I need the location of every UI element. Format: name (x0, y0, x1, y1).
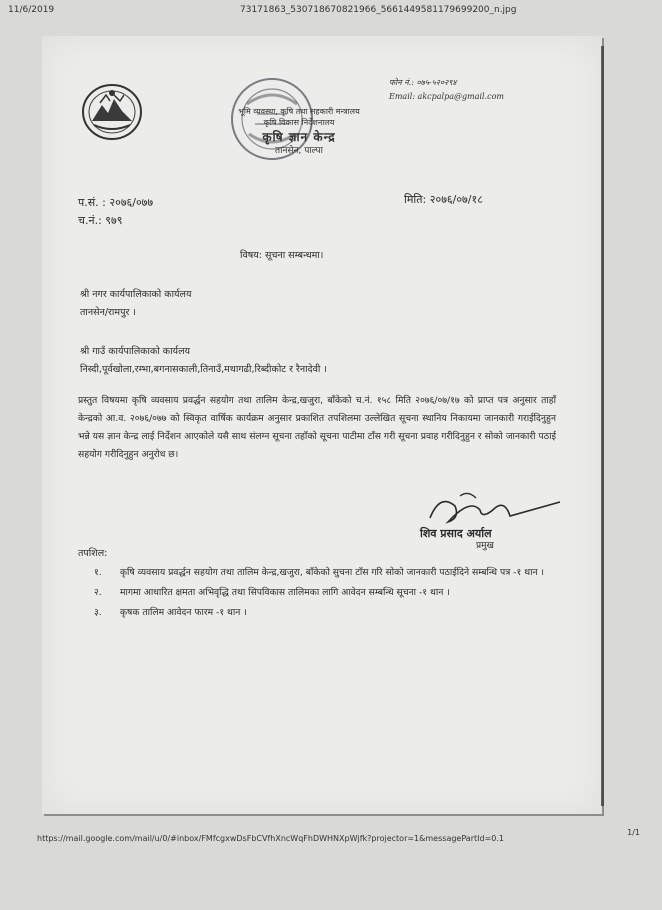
print-page-number: 1/1 (627, 828, 640, 837)
email-address: Email: akcpalpa@gmail.com (389, 92, 505, 101)
nepal-emblem-logo (80, 81, 144, 143)
contact-info (389, 76, 504, 104)
subject-line: विषय: सूचना सम्बन्धमा। (240, 250, 324, 261)
list-item-text: कृषक तालिम आवेदन फारम -१ थान । (120, 607, 247, 618)
directorate-name: कृषि विकास निर्देशनालय (263, 118, 335, 127)
signer-block (420, 528, 494, 552)
dispatch-number: च.नं.: ९७९ (78, 214, 123, 227)
list-item-number: १. (94, 567, 102, 578)
signer-title: प्रमुख (476, 541, 494, 551)
print-file-title: 73171863_530718670821966_5661449581179699200_n.jpg (240, 5, 517, 15)
page-edge (601, 46, 604, 806)
letter-date: मिति: २०७६/०७/१८ (404, 193, 483, 206)
office-location: तानसेन, पाल्पा (274, 146, 323, 156)
recipient-1-place: तानसेन/रामपुर । (80, 307, 136, 318)
list-item (94, 604, 564, 622)
list-item (94, 564, 564, 582)
letter-sheet (42, 36, 602, 814)
handwritten-signature (420, 488, 570, 532)
recipient-municipality (80, 286, 192, 322)
office-name: कृषि ज्ञान केन्द्र (262, 130, 336, 144)
list-item-text: मागमा आधारित क्षमता अभिवृद्धि तथा सिपविकास तालिमका लागि आवेदन सम्बन्धि सूचना -१ थान । (120, 587, 450, 598)
print-date: 11/6/2019 (8, 5, 55, 15)
letter-body: प्रस्तुत विषयमा कृषि व्यवसाय प्रवर्द्धन सहयोग तथा तालिम केन्द्र,खजुरा, बाँकेको च.नं. १५८ मिति २०७६/०७/१७ को प्राप्त पत्र अनुसार ताहाँ केन्द्रको आ.व. २०७६/०७७ को स्विकृत वार्षिक कार्यक्रम अनुसार प्रकाशित तपशिलमा उल्लेखित सूचना स्थानिय निकायमा जानकारी गराईदिनुहुन भन्ने यस ज्ञान केन्द्र लाई निर्देशन आएकोले यसै साथ संलग्न सूचना तहाँको सूचना पाटीमा टाँस गरी सूचना प्रवाह गरीदिनुहुन र सोको जानकारी पठाई सहयोग गरीदिनुहुन अनुरोध छ। (78, 395, 556, 460)
list-item-number: २. (94, 587, 102, 598)
recipient-2-office: श्री गाउँ कार्यपालिकाको कार्यलय (80, 346, 191, 357)
signer-name: शिव प्रसाद अर्याल (420, 527, 492, 540)
office-header (194, 106, 404, 157)
details-list (94, 564, 564, 624)
reference-number: प.सं. : २०७६/०७७ (78, 196, 154, 209)
reference-block (78, 194, 153, 230)
recipient-2-places: निस्दी,पूर्वखोला,रम्भा,बगनासकाली,तिनाउँ,मथागढी,रिब्दीकोट र रैनादेवी । (80, 364, 328, 375)
ministry-name: भूमि व्यवस्था, कृषि तथा सहकारी मन्त्रालय (238, 107, 360, 116)
recipient-rural-municipality (80, 343, 327, 379)
recipient-1-office: श्री नगर कार्यपालिकाको कार्यलय (80, 289, 192, 300)
phone-number: फोन नं.: ०७५-५२०२९४ (389, 78, 457, 87)
list-item-number: ३. (94, 607, 102, 618)
print-url: https://mail.google.com/mail/u/0/#inbox/FMfcgxwDsFbCVfhXncWqFhDWHNXpWjfk?projector=1&messagePartId=0.1 (37, 834, 504, 843)
details-heading: तपशिल: (78, 548, 108, 559)
list-item-text: कृषि व्यवसाय प्रवर्द्धन सहयोग तथा तालिम केन्द्र,खजुरा, बाँकेको सुचना टाँस गरि सोको जानकारी पठाईदिने सम्बन्धि पत्र -१ थान । (120, 567, 544, 578)
list-item (94, 584, 564, 602)
